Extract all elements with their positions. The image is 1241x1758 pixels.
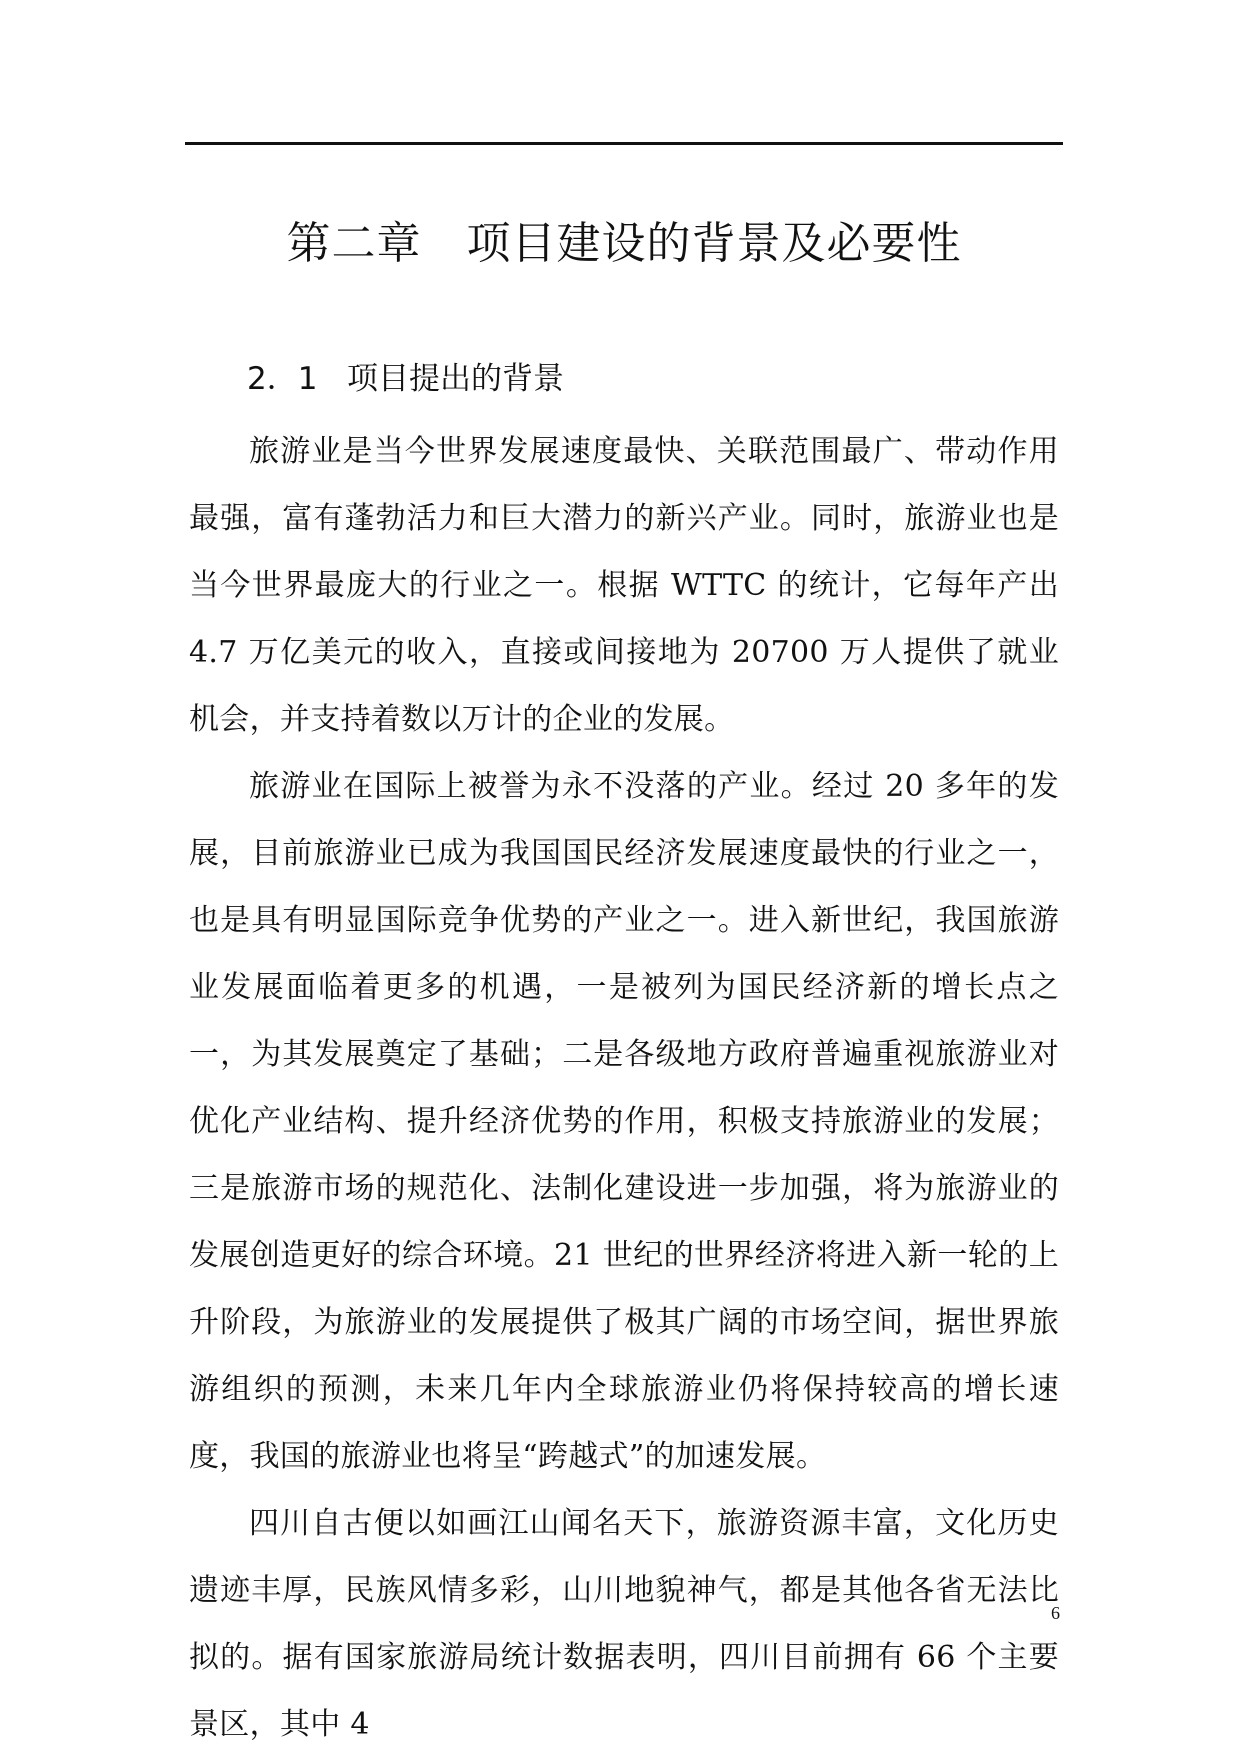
- section-title: 项目提出的背景: [347, 361, 564, 397]
- body-text: [189, 418, 1059, 1758]
- header-rule: [185, 142, 1063, 145]
- paragraph-china-tourism: 旅游业在国际上被誉为永不没落的产业。经过 20 多年的发展，目前旅游业已成为我国国民经济发展速度最快的行业之一，也是具有明显国际竞争优势的产业之一。进入新世纪，我国旅游业发展面临着更多的机遇，一是被列为国民经济新的增长点之一，为其发展奠定了基础；二是各级地方政府普遍重视旅游业对优化产业结构、提升经济优势的作用，积极支持旅游业的发展；三是旅游市场的规范化、法制化建设进一步加强，将为旅游业的发展创造更好的综合环境。21 世纪的世界经济将进入新一轮的上升阶段，为旅游业的发展提供了极其广阔的市场空间，据世界旅游组织的预测，未来几年内全球旅游业仍将保持较高的增长速度，我国的旅游业也将呈“跨越式”的加速发展。: [189, 769, 1059, 1474]
- paragraph-tourism-overview: 旅游业是当今世界发展速度最快、关联范围最广、带动作用最强，富有蓬勃活力和巨大潜力的新兴产业。同时，旅游业也是当今世界最庞大的行业之一。根据 WTTC 的统计，它每年产出 4.7 万亿美元的收入，直接或间接地为 20700 万人提供了就业机会，并支持着数以万计的企业的发展。: [189, 434, 1059, 737]
- chapter-title: 第二章 项目建设的背景及必要性: [286, 218, 962, 269]
- page-number: 6: [1051, 1603, 1060, 1623]
- section-number: 2．1: [247, 361, 318, 397]
- paragraph-sichuan-tourism: 四川自古便以如画江山闻名天下，旅游资源丰富，文化历史遗迹丰厚，民族风情多彩，山川地貌神气，都是其他各省无法比拟的。据有国家旅游局统计数据表明，四川目前拥有 66 个主要景区，其中 4: [189, 1506, 1059, 1742]
- section-heading: [247, 357, 564, 401]
